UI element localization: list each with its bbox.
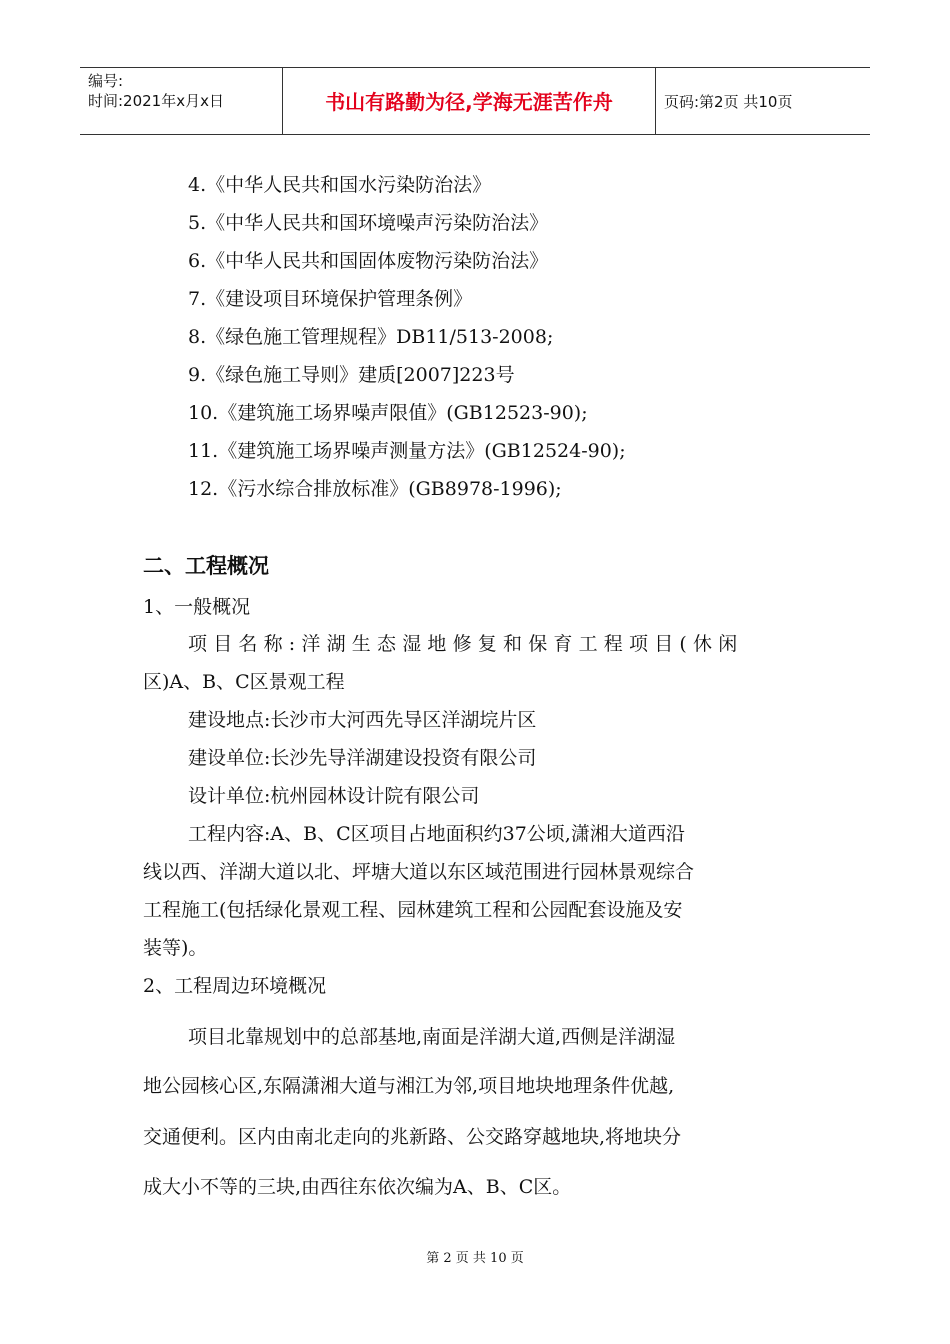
content-line: 工程施工(包括绿化景观工程、园林建筑工程和公园配套设施及安 <box>143 899 683 921</box>
env-line: 地公园核心区,东隔潇湘大道与湘江为邻,项目地块地理条件优越, <box>143 1075 675 1097</box>
law-item: 8.《绿色施工管理规程》DB11/513-2008; <box>188 326 554 348</box>
law-item: 7.《建设项目环境保护管理条例》 <box>188 288 473 310</box>
location-line: 建设地点:长沙市大河西先导区洋湖垸片区 <box>188 709 537 731</box>
env-line: 交通便利。区内由南北走向的兆新路、公交路穿越地块,将地块分 <box>143 1126 682 1148</box>
law-item: 6.《中华人民共和国固体废物污染防治法》 <box>188 250 549 272</box>
number-label: 编号: <box>88 72 124 90</box>
project-name-line: 区)A、B、C区景观工程 <box>143 671 345 693</box>
header-page-info: 页码:第2页 共10页 <box>664 93 793 111</box>
law-item: 4.《中华人民共和国水污染防治法》 <box>188 174 492 196</box>
designer-line: 设计单位:杭州园林设计院有限公司 <box>188 785 480 807</box>
section-title: 二、工程概况 <box>143 554 269 578</box>
env-line: 成大小不等的三块,由西往东依次编为A、B、C区。 <box>143 1176 572 1198</box>
law-item: 5.《中华人民共和国环境噪声污染防治法》 <box>188 212 549 234</box>
subsection-title: 2、工程周边环境概况 <box>143 975 327 997</box>
law-item: 10.《建筑施工场界噪声限值》(GB12523-90); <box>188 402 588 424</box>
header-left-cell <box>80 68 282 134</box>
page-header <box>80 67 870 135</box>
law-item: 9.《绿色施工导则》建质[2007]223号 <box>188 364 515 386</box>
subsection-title: 1、一般概况 <box>143 596 251 618</box>
project-name-line: 项目名称:洋湖生态湿地修复和保育工程项目(休闲 <box>188 633 744 655</box>
page-footer: 第 2 页 共 10 页 <box>426 1251 524 1266</box>
header-motto: 书山有路勤为径,学海无涯苦作舟 <box>282 68 656 134</box>
builder-line: 建设单位:长沙先导洋湖建设投资有限公司 <box>188 747 537 769</box>
content-line: 线以西、洋湖大道以北、坪塘大道以东区域范围进行园林景观综合 <box>143 861 695 883</box>
time-label: 时间:2021年x月x日 <box>88 92 224 110</box>
content-line: 工程内容:A、B、C区项目占地面积约37公顷,潇湘大道西沿 <box>188 823 685 845</box>
env-line: 项目北靠规划中的总部基地,南面是洋湖大道,西侧是洋湖湿 <box>188 1026 676 1048</box>
content-line: 装等)。 <box>143 937 208 959</box>
law-item: 11.《建筑施工场界噪声测量方法》(GB12524-90); <box>188 440 626 462</box>
law-item: 12.《污水综合排放标准》(GB8978-1996); <box>188 478 562 500</box>
